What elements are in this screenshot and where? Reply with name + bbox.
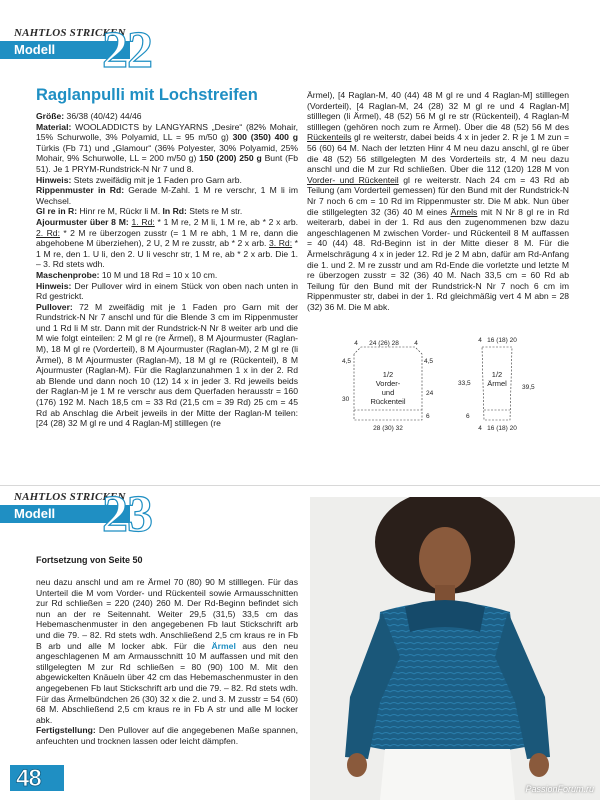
page-number bbox=[10, 765, 70, 791]
right-underline-2: Vorder- und Rückenteil bbox=[307, 174, 399, 185]
sleeves-label: Ärmel bbox=[211, 640, 236, 651]
sleeve-bottom-width: 16 (18) 20 bbox=[487, 425, 517, 432]
rib-pattern-paragraph bbox=[36, 185, 298, 206]
lace-round-1-text: * 1 M re, 2 M li, 1 M re, ab * 2 x arb. bbox=[154, 216, 299, 227]
size-paragraph bbox=[36, 111, 298, 122]
gauge-label: Maschenprobe: bbox=[36, 269, 100, 280]
right-text-2: gl re weiterstr, dabei beids 4 x in jeder 2. R je 1 M zun = 56 (60) 64 M. Nach der letzten Hinr 4 M neu dazu anschl, gl re über die 48 (52) 56 stillgelegten M des Vorderteils str, 4 M neu dazu anschl und die M zur Rd schließen. Über die 112 (120) 128 M von bbox=[307, 132, 569, 175]
modell-label: Modell bbox=[14, 506, 56, 521]
modell-number: 22 bbox=[102, 22, 152, 79]
sleeve-right-length: 39,5 bbox=[522, 384, 535, 391]
stockinette-label: Gl re in R: bbox=[36, 206, 78, 217]
section-tag: NAHTLOS STRICKEN bbox=[14, 491, 126, 503]
pullover-paragraph bbox=[36, 302, 298, 429]
right-text-3: gl re weiterstr. Nach 24 cm = 43 Rd ab Teilung (am Vorderteil gemessen) für den Bund mit der Rundstrick-N Nr 7 noch 6 cm = 10 Rd im Rippenmuster str. Die M abk. Nun über die stillgelegten 32 (36) 40 M eines bbox=[307, 174, 569, 217]
sleeve-bottom-left: 4 bbox=[478, 425, 482, 432]
note-text: Der Pullover wird in einem Stück von oben nach unten in Rd gestrickt. bbox=[36, 280, 298, 302]
sleeve-schematic bbox=[458, 337, 535, 432]
lower-paragraph bbox=[36, 577, 298, 725]
material-text-3: Bunt (Fb 51). Je 1 PRYM-Rundstrick-N Nr 7 und 8. bbox=[36, 153, 298, 174]
lace-pattern-label: Ajourmuster über 8 M: bbox=[36, 216, 129, 227]
body-label-half: 1/2 bbox=[382, 370, 394, 379]
rib-pattern-label: Rippenmuster in Rd: bbox=[36, 185, 125, 196]
hint-label: Hinweis: bbox=[36, 174, 72, 185]
sleeve-top-left: 4 bbox=[478, 337, 482, 344]
modell-label: Modell bbox=[14, 42, 56, 57]
modell-23-header bbox=[0, 486, 200, 543]
finishing-text: Den Pullover auf die angegebenen Maße spannen, anfeuchten und trocknen lassen oder leicht dämpfen. bbox=[36, 725, 298, 746]
lace-round-3-label: 3. Rd: bbox=[269, 238, 293, 249]
size-label: Größe: bbox=[36, 111, 65, 121]
hint-text: Stets zweifädig mit je 1 Faden pro Garn arb. bbox=[71, 174, 242, 185]
watermark: PassionForum.ru bbox=[525, 784, 594, 794]
body-schematic bbox=[342, 340, 434, 432]
finishing-paragraph bbox=[36, 725, 298, 746]
model-photo bbox=[310, 497, 600, 800]
lower-instructions bbox=[36, 577, 298, 747]
instructions-right-column bbox=[307, 90, 569, 312]
modell-number: 23 bbox=[102, 486, 152, 543]
lower-text-2: aus den neu angeschlagenen M am Armausschnitt 10 M auffassen und mit den stillgelegten M zur Rd schließen = 80 (90) 100 M. Mit den abgewickelten Knäueln über 42 cm das Hebemaschenmuster in den angegebenen Fb laut Stickschrift arb und die 79. – 82. Rd stets wdh. Für das Ärmelbündchen 26 (30) 32 x die 2. und 3. M zusstr = 54 (60) 68 M. Abschließend 2,5 cm kraus re in Fb A str und alle M locker abk. bbox=[36, 640, 298, 725]
stockinette-text: Hinr re M, Rückr li M. bbox=[77, 206, 163, 217]
left-hand bbox=[347, 753, 367, 777]
instructions-left-column bbox=[36, 111, 298, 429]
pullover-text: 72 M zweifädig mit je 1 Faden pro Garn mit der Rundstrick-N Nr 7 anschl und für die Blende 3 cm im Rippenmuster und 1 Rd li M str. Dann mit der Rundstrick-N Nr 8 weiter arb und die M wie folgt einteilen: 2 M gl re (re Ärmel), 8 M Ajourmuster (Raglan-M), 18 M gl re (Vorderteil), 8 M Ajourmuster (Raglan-M), 2 M gl re (li Ärmel), 8 M Ajourmuster (Raglan-M), 18 M gl re (Rückenteil), 8 M Ajourmuster (Raglan-M). Für die Raglanzunahmen 1 x in der 2. Rd ab Blende und dann noch 10 (12) 14 x in jeder 3. Rd jeweils beids der Raglan-M je 1 M re verschr aus dem Querfaden herausstr = 160 (176) 192 M. Nach 18,5 cm = 33 Rd (21,5 cm = 39 Rd) 25 cm = 45 Rd ab Anschlag die Arbeit jeweils in der Mitte der Raglan-M teilen: [24 (28) 32 M gl re und 4 Raglan-M] stilllegen (re bbox=[36, 301, 298, 429]
body-left-4-5: 4,5 bbox=[342, 358, 352, 365]
stockinette-rounds-text: Stets re M str. bbox=[186, 206, 243, 217]
stockinette-rounds-label: In Rd: bbox=[162, 206, 187, 217]
white-trousers bbox=[380, 749, 515, 800]
sleeve-left-length: 33,5 bbox=[458, 380, 471, 387]
hint-paragraph bbox=[36, 175, 298, 186]
right-text-4: mit N Nr 8 gl re in Rd weiterarb, dabei in der 1. Rd aus den zugenommenen bzw dazu angeschlagenen M zwischen Vorder- und Rückenteil 8 M auffassen = 40 (44) 48. Rd-Beginn ist in der Mitte dieser 8 M. Für die Ärmelschrägung 4 x in jeder 12. Rd je 2 M abn, dafür am Rd-Anfang die 1. und 2. M re zusstr und am Rd-Ende die vorletzte und letzte M re überzogen zusstr = 32 (36) 40 M. Nach 33,5 cm = 60 Rd ab Teilung für den Bund mit der Rundstrick-N Nr 7 noch 6 cm im Rippenmuster str, dabei in der 1. Rd gleichmäßig vert 4 M abn = 28 (32) 36 M. Die M abk. bbox=[307, 206, 569, 312]
material-paragraph bbox=[36, 122, 298, 175]
sleeve-label-sleeve: Ärmel bbox=[487, 379, 507, 388]
pullover-label: Pullover: bbox=[36, 301, 73, 312]
note-paragraph bbox=[36, 281, 298, 302]
gauge-text: 10 M und 18 Rd = 10 x 10 cm. bbox=[99, 269, 218, 280]
body-top-width: 24 (26) 28 bbox=[369, 340, 399, 347]
body-top-left: 4 bbox=[354, 340, 358, 347]
body-bottom-width: 28 (30) 32 bbox=[373, 425, 403, 432]
body-top-right: 4 bbox=[414, 340, 418, 347]
right-underline-3: Ärmels bbox=[450, 206, 478, 217]
section-divider bbox=[0, 485, 600, 486]
body-right-4-5: 4,5 bbox=[424, 358, 434, 365]
page-number-text: 48 bbox=[16, 765, 41, 792]
section-tag: NAHTLOS STRICKEN bbox=[14, 27, 126, 39]
stockinette-paragraph bbox=[36, 206, 298, 217]
body-label-front: Vorder- bbox=[375, 379, 401, 388]
right-text-1: Ärmel), [4 Raglan-M, 40 (44) 48 M gl re und 4 Raglan-M] stilllegen (Vorderteil), [4 Raglan-M, 24 (28) 32 M gl re und 4 Raglan-M] stilllegen (li Ärmel), 48 (52) 56 M gl re str (Rückenteil), 4 Raglan-M stilllegen (gehören noch zum re Ärmel). Über die 48 (52) 56 M des bbox=[307, 90, 569, 132]
lace-round-1-label: 1. Rd: bbox=[131, 216, 155, 227]
lace-round-3-text: * 1 M re, den 1. U li, den 2. U li veschr str, 1 M re, ab * 2 x arb. Die 1. – 3. Rd stets wdh. bbox=[36, 238, 298, 270]
material-amount-2: 150 (200) 250 g bbox=[199, 153, 262, 164]
sizing-schematic bbox=[340, 333, 580, 445]
gauge-paragraph bbox=[36, 270, 298, 281]
material-label: Material: bbox=[36, 121, 72, 132]
body-label-back: Rückenteil bbox=[370, 397, 406, 406]
note-label: Hinweis: bbox=[36, 280, 72, 291]
material-text: WOOLADDICTS by LANGYARNS „Desire“ (82% Mohair, 15% Schurwolle, 3% Polyamid, LL = 95 m/50 g) bbox=[36, 121, 298, 143]
body-right-6: 6 bbox=[426, 413, 430, 420]
material-amount-1: 300 (350) 400 g bbox=[232, 132, 298, 143]
rib-pattern-text: Gerade M-Zahl. 1 M re verschr, 1 M li im Wechsel. bbox=[36, 185, 298, 206]
right-hand bbox=[529, 753, 549, 777]
finishing-label: Fertigstellung: bbox=[36, 725, 96, 736]
continued-paragraph bbox=[307, 90, 569, 312]
body-left-30: 30 bbox=[342, 396, 350, 403]
continued-heading: Fortsetzung von Seite 50 bbox=[36, 555, 143, 565]
lace-round-2-text: * 2 M re überzogen zusstr (= 1 M re abh, 1 M re, dann die abgehobene M überziehen), 2 U, 2 M re zusstr, ab * 2 x arb. bbox=[36, 227, 298, 249]
sleeve-top-width: 16 (18) 20 bbox=[487, 337, 517, 344]
sleeve-label-half: 1/2 bbox=[491, 370, 503, 379]
sleeve-left-6: 6 bbox=[466, 413, 470, 420]
lower-text-1: neu dazu anschl und am re Ärmel 70 (80) 90 M stilllegen. Für das Unterteil die M vom Vorder- und Rückenteil sowie Armausschnitten zur Rd schließen = 220 (240) 260 M. Der Rd-Beginn befindet sich nun an der re Seitennaht. Weiter 29,5 (31,5) 33,5 cm das Hebemaschenmuster in den angegebenen Fb laut Stickschrift arb und die 79. – 82. Rd stets wdh. Anschließend 2,5 cm kraus re in Fb B arb und alle M locker abk. Für die bbox=[36, 577, 298, 651]
size-text: 36/38 (40/42) 44/46 bbox=[64, 111, 142, 121]
lace-round-2-label: 2. Rd: bbox=[36, 227, 60, 238]
pattern-title: Raglanpulli mit Lochstreifen bbox=[36, 86, 258, 104]
right-underline-1: Rückenteils bbox=[307, 132, 352, 143]
body-right-24: 24 bbox=[426, 390, 434, 397]
body-label-and: und bbox=[381, 388, 395, 397]
lace-pattern-paragraph bbox=[36, 217, 298, 270]
face bbox=[419, 527, 471, 591]
material-text-2: Türkis (Fb 71) und „Glamour“ (36% Polyester, 30% Polyamid, 25% Mohair, 9% Schurwolle, LL = 200 m/50 g) bbox=[36, 142, 298, 164]
modell-22-header bbox=[0, 22, 200, 79]
